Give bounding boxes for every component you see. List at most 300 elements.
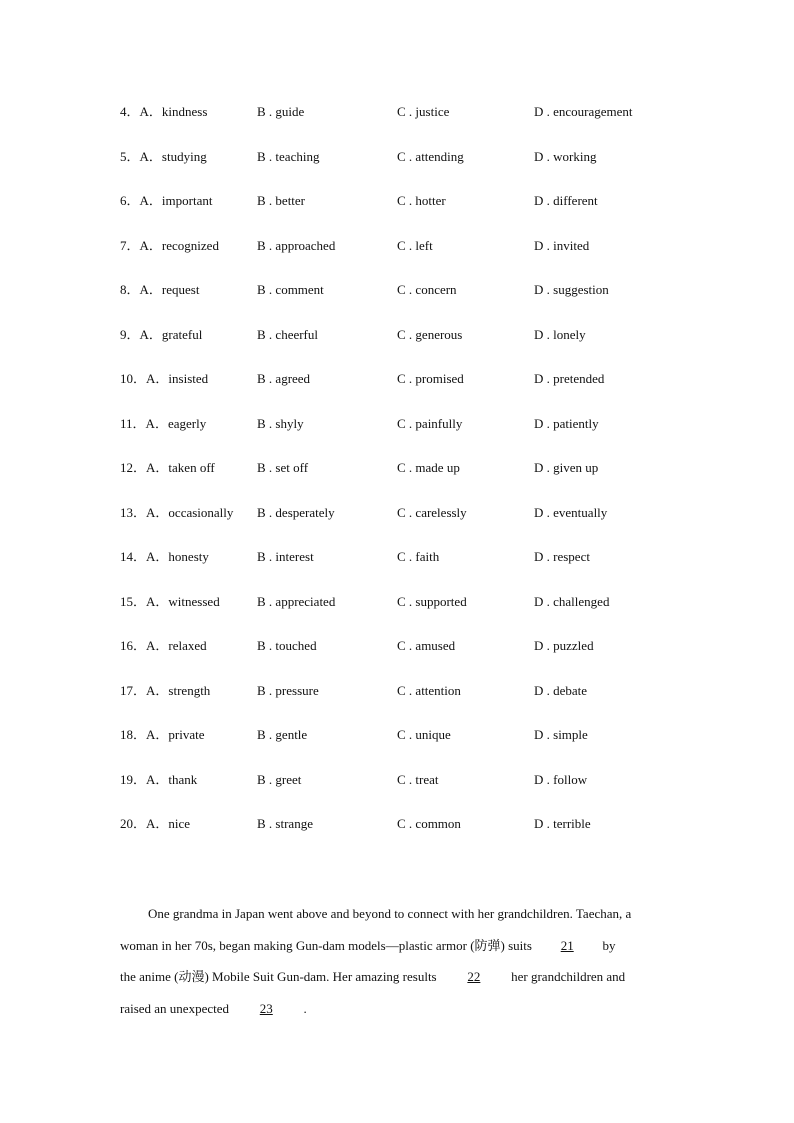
option-text: left bbox=[415, 237, 433, 253]
option-text: given up bbox=[553, 460, 599, 475]
option-c bbox=[397, 234, 433, 258]
option-b bbox=[257, 545, 314, 569]
question-row bbox=[120, 456, 720, 501]
separator: . bbox=[265, 682, 276, 698]
separator: . bbox=[265, 816, 276, 831]
separator: . bbox=[265, 771, 276, 787]
separator: ． bbox=[126, 193, 140, 208]
blank-21: 21 bbox=[560, 937, 574, 953]
option-text: request bbox=[161, 282, 200, 297]
option-text: insisted bbox=[168, 371, 209, 386]
separator: . bbox=[265, 593, 276, 609]
option-d bbox=[534, 278, 609, 302]
option-d bbox=[534, 100, 633, 124]
option-d bbox=[534, 723, 588, 747]
option-a bbox=[120, 367, 208, 391]
option-d bbox=[534, 634, 594, 658]
separator: ． bbox=[154, 415, 168, 431]
option-c bbox=[397, 100, 449, 124]
option-text: eventually bbox=[553, 504, 608, 520]
option-letter: D bbox=[534, 727, 544, 742]
option-d bbox=[534, 456, 598, 480]
separator: . bbox=[543, 104, 554, 119]
question-row bbox=[120, 768, 720, 813]
option-c bbox=[397, 278, 457, 302]
option-letter: A bbox=[139, 237, 149, 253]
separator: . bbox=[405, 326, 416, 342]
separator: . bbox=[405, 460, 416, 475]
separator: . bbox=[543, 682, 554, 698]
option-text: amused bbox=[415, 638, 456, 653]
option-letter: A bbox=[146, 816, 156, 831]
option-text: relaxed bbox=[168, 638, 207, 653]
option-text: made up bbox=[415, 460, 460, 475]
question-row bbox=[120, 679, 720, 724]
option-b bbox=[257, 189, 305, 213]
option-a bbox=[120, 545, 209, 569]
option-text: terrible bbox=[553, 816, 591, 831]
separator: . bbox=[405, 193, 416, 208]
option-text: better bbox=[275, 193, 306, 208]
option-text: unique bbox=[415, 727, 451, 742]
separator: ． bbox=[155, 593, 169, 609]
option-a bbox=[120, 323, 202, 347]
question-row bbox=[120, 412, 720, 457]
option-text: greet bbox=[275, 771, 302, 787]
option-letter: C bbox=[397, 193, 406, 208]
separator: ． bbox=[126, 104, 140, 119]
option-letter: A bbox=[139, 148, 149, 164]
option-letter: D bbox=[534, 371, 544, 386]
separator: ． bbox=[126, 282, 140, 297]
separator: ． bbox=[155, 816, 169, 831]
separator: ． bbox=[148, 148, 162, 164]
option-text: strange bbox=[275, 816, 313, 831]
option-text: simple bbox=[553, 727, 588, 742]
option-text: supported bbox=[415, 593, 467, 609]
option-letter: A bbox=[146, 727, 156, 742]
option-a bbox=[120, 679, 210, 703]
option-letter: B bbox=[257, 415, 266, 431]
separator: ． bbox=[133, 638, 147, 653]
question-row bbox=[120, 234, 720, 279]
option-a bbox=[120, 768, 197, 792]
option-letter: B bbox=[257, 237, 266, 253]
separator: . bbox=[265, 326, 276, 342]
option-c bbox=[397, 323, 462, 347]
separator: ． bbox=[148, 193, 162, 208]
option-text: occasionally bbox=[168, 504, 234, 520]
option-text: patiently bbox=[553, 415, 599, 431]
option-text: promised bbox=[415, 371, 464, 386]
separator: ． bbox=[155, 504, 169, 520]
option-text: justice bbox=[415, 104, 450, 119]
separator: . bbox=[543, 326, 554, 342]
option-letter: B bbox=[257, 148, 266, 164]
question-row bbox=[120, 100, 720, 145]
option-text: follow bbox=[553, 771, 588, 787]
option-text: encouragement bbox=[553, 104, 633, 119]
option-letter: B bbox=[257, 638, 266, 653]
separator: . bbox=[543, 460, 554, 475]
option-letter: D bbox=[534, 282, 544, 297]
question-row bbox=[120, 145, 720, 190]
separator: ． bbox=[133, 682, 147, 698]
separator: . bbox=[543, 148, 554, 164]
option-letter: A bbox=[146, 460, 156, 475]
question-row bbox=[120, 323, 720, 368]
option-text: concern bbox=[415, 282, 457, 297]
option-a bbox=[120, 501, 233, 525]
separator: ． bbox=[133, 549, 147, 564]
option-letter: C bbox=[397, 816, 406, 831]
option-d bbox=[534, 545, 590, 569]
option-text: suggestion bbox=[553, 282, 609, 297]
option-a bbox=[120, 590, 220, 614]
option-letter: A bbox=[146, 771, 156, 787]
separator: . bbox=[543, 282, 554, 297]
option-a bbox=[120, 723, 205, 747]
separator: . bbox=[265, 237, 276, 253]
question-number: 5 bbox=[120, 148, 127, 164]
separator: . bbox=[265, 415, 276, 431]
option-letter: A bbox=[146, 682, 156, 698]
question-number: 11 bbox=[120, 415, 133, 431]
option-letter: D bbox=[534, 549, 544, 564]
passage-text: woman in her 70s, began making Gun-dam models—plastic armor (防弹) suits bbox=[120, 937, 536, 953]
question-number: 13 bbox=[120, 504, 133, 520]
option-d bbox=[534, 412, 599, 436]
option-letter: D bbox=[534, 148, 544, 164]
option-d bbox=[534, 189, 598, 213]
option-text: invited bbox=[553, 237, 590, 253]
separator: . bbox=[265, 193, 276, 208]
passage-text: by bbox=[599, 937, 616, 953]
option-b bbox=[257, 100, 304, 124]
separator: . bbox=[543, 638, 554, 653]
question-row bbox=[120, 367, 720, 412]
option-text: honesty bbox=[168, 549, 209, 564]
option-letter: A bbox=[139, 104, 149, 119]
separator: ． bbox=[148, 237, 162, 253]
option-b bbox=[257, 367, 310, 391]
passage-text: her grandchildren and bbox=[507, 969, 626, 984]
separator: . bbox=[265, 460, 276, 475]
option-a bbox=[120, 234, 219, 258]
option-text: attending bbox=[415, 148, 464, 164]
question-number: 16 bbox=[120, 638, 133, 653]
option-letter: D bbox=[534, 682, 544, 698]
option-d bbox=[534, 323, 586, 347]
option-b bbox=[257, 278, 324, 302]
separator: . bbox=[543, 593, 554, 609]
blank-23: 23 bbox=[259, 1000, 273, 1016]
question-number: 8 bbox=[120, 282, 127, 297]
option-letter: A bbox=[145, 415, 155, 431]
option-letter: C bbox=[397, 415, 406, 431]
option-letter: B bbox=[257, 549, 266, 564]
option-text: generous bbox=[415, 326, 463, 342]
question-row bbox=[120, 545, 720, 590]
option-letter: A bbox=[139, 193, 149, 208]
option-letter: A bbox=[146, 371, 156, 386]
option-letter: D bbox=[534, 771, 544, 787]
option-c bbox=[397, 679, 461, 703]
passage-text: the anime (动漫) Mobile Suit Gun-dam. Her amazing results bbox=[120, 969, 440, 984]
option-letter: B bbox=[257, 816, 266, 831]
option-letter: C bbox=[397, 638, 406, 653]
option-b bbox=[257, 412, 304, 436]
question-number: 6 bbox=[120, 193, 127, 208]
option-text: nice bbox=[168, 816, 191, 831]
option-letter: A bbox=[139, 326, 149, 342]
question-number: 10 bbox=[120, 371, 133, 386]
option-letter: C bbox=[397, 104, 406, 119]
separator: ． bbox=[148, 282, 162, 297]
option-d bbox=[534, 590, 609, 614]
option-text: grateful bbox=[161, 326, 203, 342]
option-text: thank bbox=[168, 771, 198, 787]
separator: ． bbox=[126, 237, 140, 253]
option-text: debate bbox=[553, 682, 588, 698]
question-row bbox=[120, 189, 720, 234]
option-text: teaching bbox=[275, 148, 320, 164]
option-a bbox=[120, 278, 199, 302]
question-number: 17 bbox=[120, 682, 133, 698]
option-d bbox=[534, 812, 591, 836]
question-row bbox=[120, 590, 720, 635]
reading-passage bbox=[120, 898, 680, 1024]
question-row bbox=[120, 501, 720, 546]
separator: ． bbox=[126, 148, 140, 164]
separator: ． bbox=[148, 104, 162, 119]
option-text: gentle bbox=[275, 727, 308, 742]
separator: ． bbox=[133, 460, 147, 475]
separator: . bbox=[265, 104, 276, 119]
option-text: interest bbox=[275, 549, 314, 564]
question-row bbox=[120, 812, 720, 857]
separator: ． bbox=[133, 771, 147, 787]
option-letter: C bbox=[397, 282, 406, 297]
option-text: different bbox=[553, 193, 598, 208]
option-c bbox=[397, 634, 455, 658]
question-number: 4 bbox=[120, 104, 127, 119]
option-c bbox=[397, 812, 461, 836]
option-text: painfully bbox=[415, 415, 463, 431]
question-number: 7 bbox=[120, 237, 127, 253]
separator: . bbox=[405, 237, 416, 253]
option-letter: D bbox=[534, 638, 544, 653]
option-text: challenged bbox=[553, 593, 610, 609]
option-c bbox=[397, 590, 467, 614]
question-row bbox=[120, 723, 720, 768]
option-text: important bbox=[161, 193, 213, 208]
option-b bbox=[257, 812, 313, 836]
option-b bbox=[257, 323, 318, 347]
separator: . bbox=[543, 237, 554, 253]
option-letter: B bbox=[257, 193, 266, 208]
option-text: private bbox=[168, 727, 205, 742]
option-letter: B bbox=[257, 104, 266, 119]
option-b bbox=[257, 723, 307, 747]
option-text: taken off bbox=[168, 460, 215, 475]
separator: ． bbox=[155, 727, 169, 742]
option-letter: D bbox=[534, 593, 544, 609]
separator: . bbox=[405, 771, 416, 787]
option-b bbox=[257, 590, 335, 614]
separator: . bbox=[543, 549, 554, 564]
option-letter: B bbox=[257, 282, 266, 297]
option-d bbox=[534, 367, 604, 391]
option-b bbox=[257, 456, 308, 480]
separator: . bbox=[405, 638, 416, 653]
option-list bbox=[120, 100, 720, 857]
option-text: puzzled bbox=[553, 638, 594, 653]
separator: ． bbox=[155, 460, 169, 475]
passage-text: . bbox=[300, 1000, 307, 1016]
option-letter: C bbox=[397, 460, 406, 475]
option-letter: A bbox=[146, 593, 156, 609]
option-text: studying bbox=[161, 148, 207, 164]
separator: . bbox=[543, 816, 554, 831]
option-text: common bbox=[415, 816, 461, 831]
separator: . bbox=[405, 816, 416, 831]
question-number: 20 bbox=[120, 816, 133, 831]
option-text: lonely bbox=[553, 326, 586, 342]
option-text: approached bbox=[275, 237, 336, 253]
option-b bbox=[257, 145, 319, 169]
option-d bbox=[534, 234, 589, 258]
option-text: desperately bbox=[275, 504, 335, 520]
separator: . bbox=[543, 771, 554, 787]
option-letter: B bbox=[257, 727, 266, 742]
option-d bbox=[534, 768, 587, 792]
option-letter: B bbox=[257, 771, 266, 787]
option-text: set off bbox=[275, 460, 309, 475]
separator: ． bbox=[133, 371, 147, 386]
question-number: 9 bbox=[120, 326, 127, 342]
question-number: 19 bbox=[120, 771, 133, 787]
option-letter: A bbox=[146, 549, 156, 564]
question-number: 12 bbox=[120, 460, 133, 475]
option-letter: C bbox=[397, 727, 406, 742]
option-text: guide bbox=[275, 104, 305, 119]
option-letter: B bbox=[257, 504, 266, 520]
option-b bbox=[257, 768, 301, 792]
option-a bbox=[120, 412, 206, 436]
separator: . bbox=[405, 682, 416, 698]
option-text: respect bbox=[553, 549, 590, 564]
question-row bbox=[120, 278, 720, 323]
option-text: recognized bbox=[161, 237, 219, 253]
option-letter: C bbox=[397, 148, 406, 164]
separator: ． bbox=[155, 682, 169, 698]
separator: . bbox=[405, 371, 416, 386]
option-d bbox=[534, 145, 596, 169]
option-letter: C bbox=[397, 326, 406, 342]
question-number: 14 bbox=[120, 549, 133, 564]
option-a bbox=[120, 456, 215, 480]
option-c bbox=[397, 456, 460, 480]
option-letter: C bbox=[397, 682, 406, 698]
option-letter: C bbox=[397, 771, 406, 787]
option-letter: C bbox=[397, 593, 406, 609]
option-text: shyly bbox=[275, 415, 304, 431]
separator: . bbox=[543, 415, 554, 431]
option-text: witnessed bbox=[168, 593, 220, 609]
blank-22: 22 bbox=[467, 969, 481, 984]
separator: . bbox=[405, 549, 416, 564]
option-letter: B bbox=[257, 593, 266, 609]
option-text: strength bbox=[168, 682, 211, 698]
option-text: treat bbox=[415, 771, 439, 787]
option-d bbox=[534, 501, 607, 525]
option-c bbox=[397, 145, 464, 169]
option-c bbox=[397, 189, 446, 213]
passage-line-4 bbox=[120, 993, 680, 1025]
option-letter: A bbox=[146, 638, 156, 653]
option-a bbox=[120, 145, 207, 169]
separator: . bbox=[265, 148, 276, 164]
option-b bbox=[257, 501, 335, 525]
option-c bbox=[397, 367, 464, 391]
separator: . bbox=[405, 727, 416, 742]
separator: . bbox=[265, 371, 276, 386]
option-text: comment bbox=[275, 282, 324, 297]
separator: ． bbox=[126, 326, 140, 342]
option-letter: D bbox=[534, 104, 544, 119]
option-text: cheerful bbox=[275, 326, 319, 342]
option-letter: D bbox=[534, 504, 544, 520]
option-letter: D bbox=[534, 460, 544, 475]
passage-line-3 bbox=[120, 961, 680, 993]
option-letter: D bbox=[534, 193, 544, 208]
option-text: agreed bbox=[275, 371, 311, 386]
separator: ． bbox=[133, 727, 147, 742]
option-letter: B bbox=[257, 326, 266, 342]
separator: . bbox=[405, 148, 416, 164]
option-text: appreciated bbox=[275, 593, 336, 609]
separator: . bbox=[543, 504, 554, 520]
separator: . bbox=[405, 415, 416, 431]
separator: ． bbox=[155, 638, 169, 653]
option-letter: B bbox=[257, 371, 266, 386]
separator: ． bbox=[155, 771, 169, 787]
separator: . bbox=[265, 638, 276, 653]
option-text: pretended bbox=[553, 371, 605, 386]
separator: . bbox=[405, 504, 416, 520]
separator: ． bbox=[133, 504, 147, 520]
option-a bbox=[120, 189, 212, 213]
option-text: kindness bbox=[161, 104, 208, 119]
option-a bbox=[120, 100, 207, 124]
question-number: 15 bbox=[120, 593, 133, 609]
option-c bbox=[397, 501, 467, 525]
separator: ． bbox=[133, 816, 147, 831]
separator: . bbox=[543, 193, 554, 208]
option-text: faith bbox=[415, 549, 440, 564]
option-b bbox=[257, 634, 317, 658]
separator: . bbox=[265, 504, 276, 520]
separator: . bbox=[405, 593, 416, 609]
separator: . bbox=[265, 727, 276, 742]
option-c bbox=[397, 723, 451, 747]
option-letter: A bbox=[146, 504, 156, 520]
separator: . bbox=[265, 282, 276, 297]
passage-line-2 bbox=[120, 930, 680, 962]
passage-line-1: One grandma in Japan went above and beyond to connect with her grandchildren. Taechan, a bbox=[148, 906, 632, 921]
separator: ． bbox=[148, 326, 162, 342]
